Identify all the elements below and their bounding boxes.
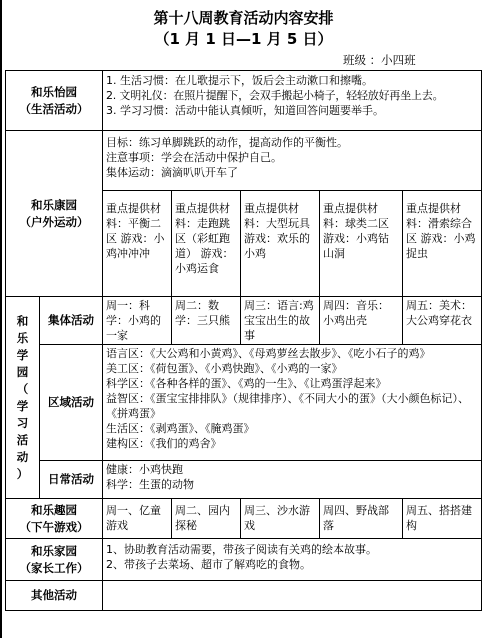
life-content bbox=[103, 71, 482, 131]
group-day-thu: 周四：音乐：小鸡出壳 bbox=[320, 297, 403, 345]
class-label: 班级 ： bbox=[343, 53, 382, 67]
life-item: 3. 学习习惯：活动中能认真倾听，知道回答问题要举手。 bbox=[106, 104, 384, 117]
outdoor-row-1 bbox=[6, 131, 482, 191]
play-day-thu: 周四、野战部落 bbox=[320, 499, 403, 539]
area-item: 益智区：《蛋宝宝排排队》（规律排序）、《不同大小的蛋》（大小颜色标记）、《拼鸡蛋》 bbox=[106, 392, 469, 420]
area-item: 美工区：《荷包蛋》、《小鸡快跑》、《小鸡的一家》 bbox=[106, 362, 343, 375]
outdoor-label: 和乐康园 （户外运动） bbox=[6, 131, 103, 297]
area-item: 语言区：《大公鸡和小黄鸡》、《母鸡萝丝去散步》、《吃小石子的鸡》 bbox=[106, 347, 431, 360]
learning-label: 和 乐 学 园 （ 学 习 活 动 ） bbox=[6, 297, 40, 499]
other-label: 其他活动 bbox=[6, 581, 103, 611]
daily-content bbox=[103, 461, 482, 499]
outdoor-day-tue: 重点提供材料：走跑跳区（彩虹跑道） 游戏：小鸡运食 bbox=[172, 191, 241, 297]
daily-activity-label: 日常活动 bbox=[40, 461, 103, 499]
page-title: 第十八周教育活动内容安排 bbox=[153, 9, 334, 27]
home-item: 1、协助教育活动需要，带孩子阅读有关鸡的绘本故事。 bbox=[106, 543, 377, 556]
group-day-tue: 周二：数学：三只熊 bbox=[172, 297, 241, 345]
outdoor-note: 注意事项：学会在活动中保护自己。 bbox=[106, 151, 282, 164]
area-item: 科学区：《各种各样的蛋》、《鸡的一生》、《让鸡蛋浮起来》 bbox=[106, 377, 387, 390]
home-item: 2、带孩子去菜场、超市了解鸡吃的食物。 bbox=[106, 558, 311, 571]
date-range: （1 月 1 日—1 月 5 日） bbox=[154, 30, 333, 48]
group-activity-label: 集体活动 bbox=[40, 297, 103, 345]
play-day-fri: 周五、搭搭建构 bbox=[403, 499, 482, 539]
life-item: 1. 生活习惯：在儿歌提示下，饭后会主动漱口和擦嘴。 bbox=[106, 74, 373, 87]
area-item: 建构区：《我们的鸡舍》 bbox=[106, 437, 222, 450]
play-label: 和乐趣园 （下午游戏） bbox=[6, 499, 103, 539]
group-day-mon: 周一：科学：小鸡的一家 bbox=[103, 297, 172, 345]
home-content bbox=[103, 539, 482, 581]
outdoor-group: 集体运动：滴滴叭叭开车了 bbox=[106, 166, 238, 179]
group-day-wed: 周三：语言:鸡宝宝出生的故事 bbox=[241, 297, 320, 345]
life-row bbox=[6, 71, 482, 131]
life-label: 和乐怡园 （生活活动） bbox=[6, 71, 103, 131]
class-name: 小四班 bbox=[381, 53, 416, 67]
home-label: 和乐家园 （家长工作） bbox=[6, 539, 103, 581]
home-row bbox=[6, 539, 482, 581]
outdoor-goal: 目标：练习单脚跳跃的动作，提高动作的平衡性。 bbox=[106, 136, 348, 149]
other-row bbox=[6, 581, 482, 611]
learning-daily-row bbox=[6, 461, 482, 499]
outdoor-goal-cell bbox=[103, 131, 482, 191]
daily-item: 科学：生蛋的动物 bbox=[106, 478, 194, 491]
page-left-edge bbox=[0, 0, 2, 638]
learning-group-row bbox=[6, 297, 482, 345]
schedule-table bbox=[5, 70, 482, 611]
area-content bbox=[103, 345, 482, 461]
learning-area-row bbox=[6, 345, 482, 461]
area-item: 生活区：《剥鸡蛋》、《腌鸡蛋》 bbox=[106, 422, 255, 435]
play-day-wed: 周三、沙水游戏 bbox=[241, 499, 320, 539]
area-activity-label: 区域活动 bbox=[40, 345, 103, 461]
play-day-mon: 周一、亿童游戏 bbox=[103, 499, 172, 539]
play-day-tue: 周二、园内探秘 bbox=[172, 499, 241, 539]
other-content bbox=[103, 581, 482, 611]
life-item: 2. 文明礼仪：在照片提醒下，会双手搬起小椅子，轻轻放好再坐上去。 bbox=[106, 89, 444, 102]
group-day-fri: 周五：美术：大公鸡穿花衣 bbox=[403, 297, 482, 345]
outdoor-day-fri: 重点提供材料：滑索综合区 游戏：小鸡捉虫 bbox=[403, 191, 482, 297]
class-info bbox=[343, 52, 416, 68]
outdoor-day-mon: 重点提供材料：平衡二区 游戏：小鸡冲冲冲 bbox=[103, 191, 172, 297]
outdoor-day-thu: 重点提供材料：球类二区 游戏：小鸡钻山洞 bbox=[320, 191, 403, 297]
outdoor-day-wed: 重点提供材料：大型玩具 游戏：欢乐的小鸡 bbox=[241, 191, 320, 297]
daily-item: 健康：小鸡快跑 bbox=[106, 463, 183, 476]
play-row bbox=[6, 499, 482, 539]
